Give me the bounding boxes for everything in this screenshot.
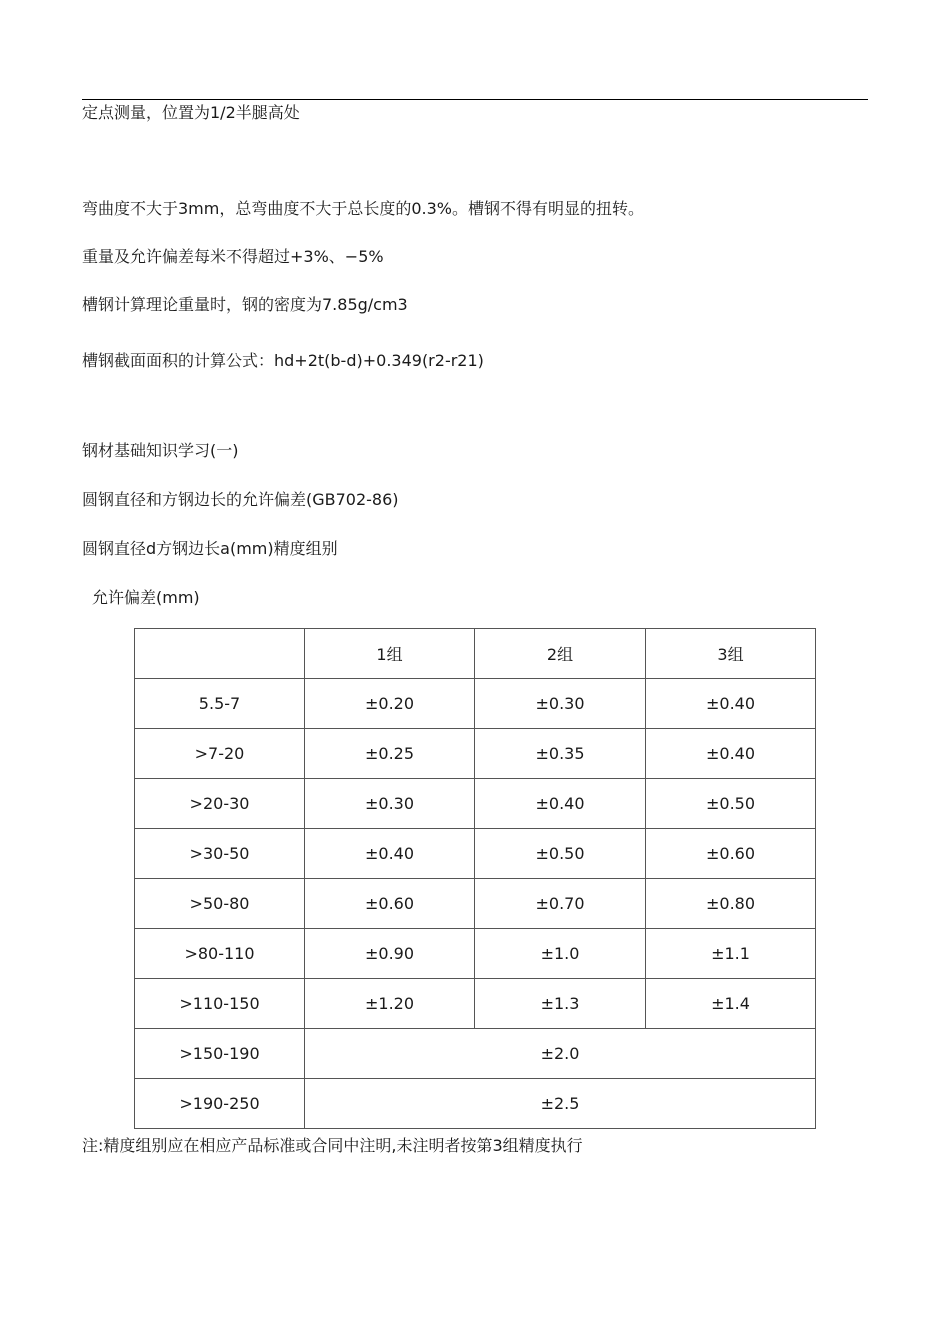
- table-cell: ±0.40: [646, 679, 816, 729]
- header-cell: [135, 629, 305, 679]
- table-cell: ±0.30: [475, 679, 646, 729]
- table-cell-range: 5.5-7: [135, 679, 305, 729]
- table-cell-range: >110-150: [135, 979, 305, 1029]
- table-cell: ±0.40: [646, 729, 816, 779]
- table-cell: ±0.35: [475, 729, 646, 779]
- table-cell: ±0.80: [646, 879, 816, 929]
- table-cell-range: >80-110: [135, 929, 305, 979]
- table-row: [135, 679, 816, 729]
- table-cell: ±0.20: [305, 679, 475, 729]
- header-cell-group-2: 2组: [475, 629, 646, 679]
- table-cell: ±0.60: [646, 829, 816, 879]
- table-cell-range: >150-190: [135, 1029, 305, 1079]
- table-cell: ±1.3: [475, 979, 646, 1029]
- table-cell-range: >30-50: [135, 829, 305, 879]
- header-cell-group-1: 1组: [305, 629, 475, 679]
- table-row-merged: [135, 1079, 816, 1129]
- text-weight-tolerance: 重量及允许偏差每米不得超过+3%、−5%: [82, 247, 384, 266]
- table-cell: ±0.70: [475, 879, 646, 929]
- table-row: [135, 779, 816, 829]
- table-cell: ±0.40: [305, 829, 475, 879]
- table-row: [135, 729, 816, 779]
- table-cell-range: >20-30: [135, 779, 305, 829]
- table-cell: ±0.40: [475, 779, 646, 829]
- header-rule: [82, 99, 868, 100]
- tolerance-table: [134, 628, 816, 1129]
- table-row: [135, 929, 816, 979]
- text-measure-position: 定点测量，位置为1/2半腿高处: [82, 103, 300, 122]
- table-cell: ±0.30: [305, 779, 475, 829]
- table-cell-merged: ±2.0: [305, 1029, 816, 1079]
- table-cell-range: >7-20: [135, 729, 305, 779]
- table-header-row: [135, 629, 816, 679]
- table-cell: ±1.0: [475, 929, 646, 979]
- table-cell-merged: ±2.5: [305, 1079, 816, 1129]
- table-cell: ±1.20: [305, 979, 475, 1029]
- table-footnote: 注:精度组别应在相应产品标准或合同中注明,未注明者按第3组精度执行: [82, 1136, 583, 1155]
- text-steel-density: 槽钢计算理论重量时，钢的密度为7.85g/cm3: [82, 295, 408, 314]
- table-row: [135, 829, 816, 879]
- table-cell-range: >50-80: [135, 879, 305, 929]
- table-cell: ±0.50: [646, 779, 816, 829]
- table-cell-range: >190-250: [135, 1079, 305, 1129]
- table-cell: ±1.4: [646, 979, 816, 1029]
- table-cell: ±0.90: [305, 929, 475, 979]
- table-cell: ±0.50: [475, 829, 646, 879]
- table-cell: ±1.1: [646, 929, 816, 979]
- section-heading: 钢材基础知识学习(一): [82, 441, 239, 460]
- table-cell: ±0.25: [305, 729, 475, 779]
- table-title: 圆钢直径和方钢边长的允许偏差(GB702-86): [82, 490, 399, 509]
- table-row-merged: [135, 1029, 816, 1079]
- table-row: [135, 979, 816, 1029]
- table-caption-dimension: 圆钢直径d方钢边长a(mm)精度组别: [82, 539, 338, 558]
- table-cell: ±0.60: [305, 879, 475, 929]
- table-row: [135, 879, 816, 929]
- text-bend-requirement: 弯曲度不大于3mm，总弯曲度不大于总长度的0.3%。槽钢不得有明显的扭转。: [82, 199, 645, 218]
- text-section-area-formula: 槽钢截面面积的计算公式：hd+2t(b-d)+0.349(r2-r21): [82, 351, 484, 370]
- table-caption-tolerance: 允许偏差(mm): [92, 588, 200, 607]
- header-cell-group-3: 3组: [646, 629, 816, 679]
